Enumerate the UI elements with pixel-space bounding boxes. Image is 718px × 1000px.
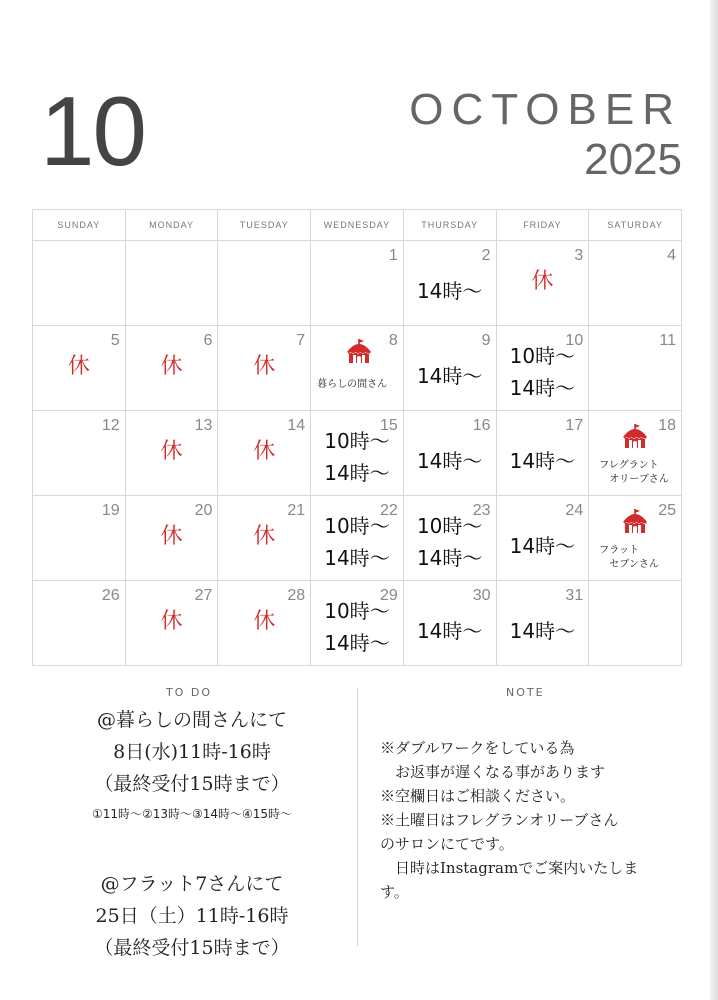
day-off-mark: 休 (160, 524, 183, 549)
time-slot: 14時〜 (416, 279, 483, 303)
tent-icon (621, 508, 649, 534)
time-slot: 14時〜 (509, 376, 576, 400)
weekday-thursday: THURSDAY (403, 210, 496, 241)
day-cell (218, 411, 311, 496)
note-line: ※ダブルワークをしている為 (380, 739, 575, 757)
time-slot: 14時〜 (324, 546, 390, 570)
day-cell (403, 411, 496, 496)
day-cell (496, 581, 589, 666)
day-number: 20 (194, 502, 213, 519)
day-number: 4 (667, 247, 676, 264)
day-number: 17 (565, 417, 584, 434)
day-cell (403, 581, 496, 666)
day-number: 14 (287, 417, 306, 434)
time-slot: 14時〜 (509, 449, 576, 473)
time-slot: 10時〜 (324, 599, 390, 623)
note-line: ※土曜日はフレグランオリーブさん (380, 811, 619, 829)
tent-icon (345, 338, 373, 364)
day-number: 18 (658, 417, 676, 434)
time-slot: 10時〜 (509, 344, 576, 368)
day-cell (125, 411, 218, 496)
day-cell (218, 496, 311, 581)
day-number: 16 (472, 417, 491, 434)
day-number: 19 (101, 502, 120, 519)
day-cell (403, 241, 496, 326)
todo-line: @暮らしの間さんにて (96, 709, 287, 731)
note-title: NOTE (506, 686, 545, 699)
time-slot: 14時〜 (416, 449, 483, 473)
weekday-monday: MONDAY (125, 210, 218, 241)
day-number: 27 (194, 587, 213, 604)
day-cell (125, 496, 218, 581)
time-slot: 14時〜 (416, 546, 483, 570)
time-slot: 14時〜 (509, 534, 576, 558)
day-cell (125, 326, 218, 411)
day-number: 7 (296, 332, 306, 349)
day-cell (496, 241, 589, 326)
day-number: 3 (574, 247, 584, 264)
day-number: 12 (101, 417, 120, 434)
time-slot: 14時〜 (416, 364, 483, 388)
event-label: 暮らしの間さん (317, 379, 388, 390)
year: 2025 (584, 135, 682, 184)
day-cell (496, 411, 589, 496)
weekday-sunday: SUNDAY (33, 210, 126, 241)
day-number: 15 (380, 417, 398, 434)
day-cell (311, 411, 404, 496)
day-cell (589, 411, 682, 496)
day-cell (33, 581, 126, 666)
day-cell (33, 326, 126, 411)
time-slot: 10時〜 (324, 514, 390, 538)
note-line: お返事が遅くなる事があります (380, 763, 606, 781)
day-number: 6 (203, 332, 213, 349)
todo-block-1 (32, 704, 352, 828)
week-row (33, 496, 682, 581)
weekday-header-row (33, 210, 682, 241)
todo-block-2 (32, 868, 352, 964)
day-number: 11 (659, 332, 676, 349)
todo-slots: ①11時〜②13時〜③14時〜④15時〜 (91, 807, 293, 821)
day-number: 22 (380, 502, 398, 519)
day-off-mark: 休 (253, 609, 276, 634)
day-cell (589, 326, 682, 411)
day-cell (403, 496, 496, 581)
week-row (33, 581, 682, 666)
day-number: 28 (287, 587, 306, 604)
note-line: ※空欄日はご相談ください。 (380, 787, 576, 805)
day-number: 30 (472, 587, 491, 604)
day-number: 29 (380, 587, 398, 604)
time-slot: 10時〜 (416, 514, 483, 538)
week-row (33, 241, 682, 326)
time-slot: 14時〜 (324, 631, 390, 655)
week-row (33, 411, 682, 496)
day-cell (589, 241, 682, 326)
todo-line: 25日（土）11時-16時 (95, 905, 289, 927)
day-number: 24 (565, 502, 584, 519)
weekday-friday: FRIDAY (496, 210, 589, 241)
day-cell (589, 581, 682, 666)
day-cell (496, 326, 589, 411)
day-number: 10 (565, 332, 584, 349)
day-cell (311, 241, 404, 326)
page-edge-shadow (710, 0, 718, 1000)
day-off-mark: 休 (160, 439, 183, 464)
day-off-mark: 休 (253, 524, 276, 549)
day-cell (33, 241, 126, 326)
time-slot: 14時〜 (509, 619, 576, 643)
day-off-mark: 休 (253, 439, 276, 464)
day-cell (33, 411, 126, 496)
day-number: 13 (194, 417, 213, 434)
tent-icon (621, 423, 649, 449)
time-slot: 14時〜 (324, 461, 390, 485)
day-number: 9 (481, 332, 491, 349)
day-cell (218, 581, 311, 666)
todo-line: 8日(水)11時-16時 (113, 741, 271, 763)
time-slot: 14時〜 (416, 619, 483, 643)
event-label: フラット セブンさん (599, 545, 659, 570)
weekday-saturday: SATURDAY (589, 210, 682, 241)
day-number: 25 (658, 502, 676, 519)
day-number: 1 (388, 247, 398, 264)
weekday-wednesday: WEDNESDAY (311, 210, 404, 241)
day-number: 23 (472, 502, 491, 519)
note-body (380, 736, 710, 904)
day-off-mark: 休 (531, 269, 554, 294)
day-number: 31 (565, 587, 584, 604)
day-cell (311, 581, 404, 666)
event-label: フレグラント オリーブさん (599, 460, 669, 485)
todo-title: TO DO (166, 686, 213, 699)
day-cell (311, 496, 404, 581)
day-number: 26 (101, 587, 120, 604)
time-slot: 10時〜 (324, 429, 390, 453)
day-number: 8 (388, 332, 398, 349)
todo-line: @フラット7さんにて (100, 873, 284, 895)
weekday-tuesday: TUESDAY (218, 210, 311, 241)
day-off-mark: 休 (67, 354, 90, 379)
note-line: す。 (380, 883, 409, 901)
day-off-mark: 休 (253, 354, 276, 379)
day-off-mark: 休 (160, 609, 183, 634)
day-cell (311, 326, 404, 411)
day-cell (218, 241, 311, 326)
day-cell (125, 581, 218, 666)
calendar-grid (32, 209, 682, 666)
day-off-mark: 休 (160, 354, 183, 379)
day-cell (589, 496, 682, 581)
month-name: OCTOBER (409, 85, 682, 134)
day-number: 5 (110, 332, 120, 349)
todo-line: （最終受付15時まで） (94, 773, 290, 795)
day-cell (33, 496, 126, 581)
day-cell (403, 326, 496, 411)
day-number: 21 (287, 502, 306, 519)
day-cell (125, 241, 218, 326)
note-line: 日時はInstagramでご案内いたしま (380, 859, 639, 877)
note-line: のサロンにてです。 (380, 835, 514, 853)
month-number: 10 (40, 76, 146, 186)
section-divider (357, 688, 358, 946)
day-cell (496, 496, 589, 581)
todo-line: （最終受付15時まで） (94, 937, 290, 959)
day-number: 2 (481, 247, 491, 264)
week-row (33, 326, 682, 411)
day-cell (218, 326, 311, 411)
